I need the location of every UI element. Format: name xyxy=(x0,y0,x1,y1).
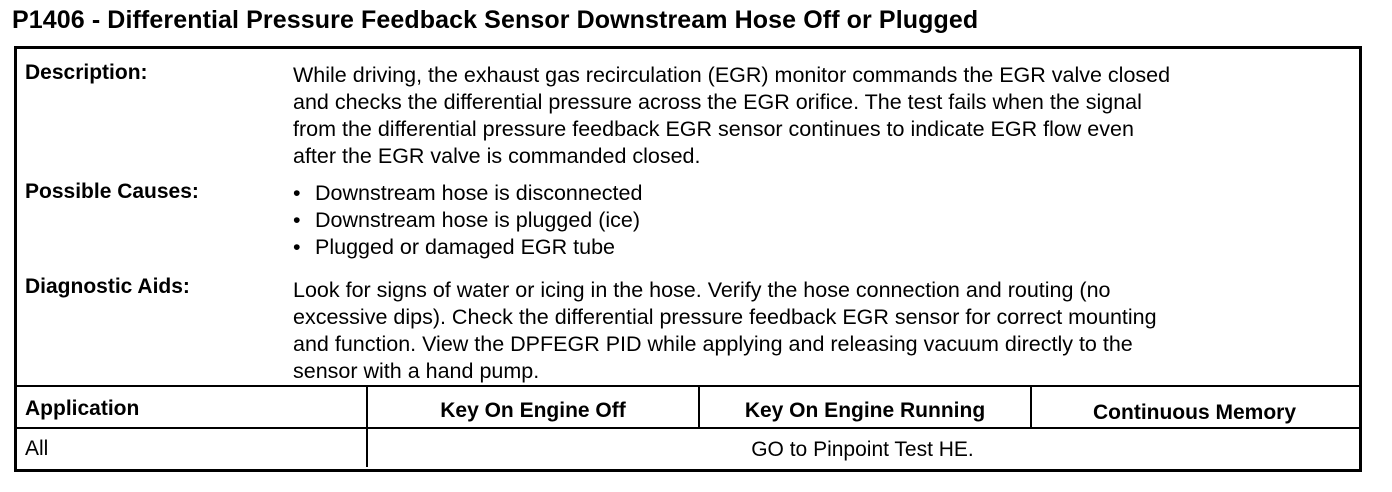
dtc-info-table xyxy=(14,46,1362,472)
diagnostic-aids-line: Look for signs of water or icing in the hose. Verify the hose connection and routing (no xyxy=(293,278,1111,302)
possible-causes-label: Possible Causes: xyxy=(25,180,199,203)
diagnostic-aids-label: Diagnostic Aids: xyxy=(25,275,190,298)
description-line: While driving, the exhaust gas recirculation (EGR) monitor commands the EGR valve closed xyxy=(293,63,1171,87)
diagnostic-aids-line: excessive dips). Check the differential pressure feedback EGR sensor for correct mounting xyxy=(293,305,1157,329)
cause-item-text: Downstream hose is disconnected xyxy=(315,181,643,205)
cause-item-text: Downstream hose is plugged (ice) xyxy=(315,208,641,232)
row-application: All xyxy=(25,437,49,460)
description-label: Description: xyxy=(25,61,148,84)
table-top-rule xyxy=(17,385,1359,387)
header-key-on-engine-running: Key On Engine Running xyxy=(744,399,986,422)
cause-item xyxy=(293,207,1353,234)
table-header-rule xyxy=(17,427,1359,429)
header-key-on-engine-off: Key On Engine Off xyxy=(440,399,626,422)
description-text xyxy=(293,62,1353,170)
header-continuous-memory: Continuous Memory xyxy=(1093,401,1296,424)
diagnostic-aids-line: and function. View the DPFEGR PID while applying and releasing vacuum directly to the xyxy=(293,332,1133,356)
row-pinpoint-test: GO to Pinpoint Test HE. xyxy=(751,438,974,461)
description-line: after the EGR valve is commanded closed. xyxy=(293,144,701,168)
description-line: and checks the differential pressure across the EGR orifice. The test fails when the signal xyxy=(293,90,1142,114)
diagnostic-aids-line: sensor with a hand pump. xyxy=(293,359,540,383)
header-application: Application xyxy=(25,397,140,420)
diagnostic-aids-text xyxy=(293,277,1353,385)
cause-item-text: Plugged or damaged EGR tube xyxy=(315,235,616,259)
page-title: P1406 - Differential Pressure Feedback Sensor Downstream Hose Off or Plugged xyxy=(12,6,979,34)
possible-causes-list xyxy=(293,180,1353,261)
description-line: from the differential pressure feedback EGR sensor continues to indicate EGR flow even xyxy=(293,117,1134,141)
cause-item xyxy=(293,234,1353,261)
cause-item xyxy=(293,180,1353,207)
